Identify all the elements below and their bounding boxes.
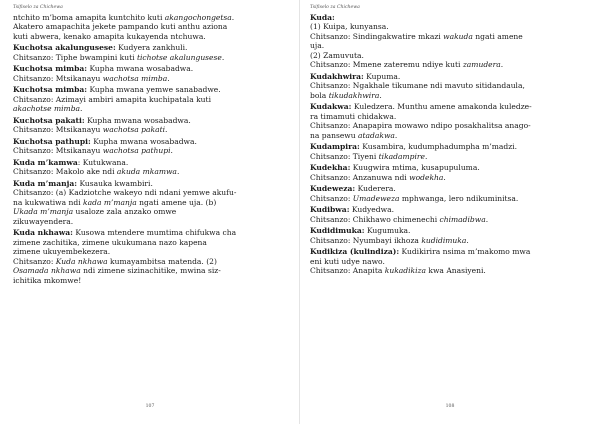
example-term: akangochongetsa [164, 13, 232, 22]
dictionary-entry [310, 142, 592, 161]
headword: Kuda: [310, 13, 335, 22]
example-term: Kuda nkhawa [55, 256, 108, 266]
entry-line [310, 72, 592, 81]
text-run: bola [310, 90, 329, 100]
example-term: Ukada m’manja [13, 207, 74, 217]
text-run: eni kuti udye nawo. [310, 256, 385, 266]
entry-line [13, 228, 293, 237]
text-run: ntchito m’boma amapita kuntchito kuti [13, 13, 165, 22]
example-term: kukadikiza [384, 266, 426, 276]
text-run: Chitsanzo: Makolo ake ndi [13, 167, 117, 177]
text-run: Chitsanzo: Anapapira mowawo ndipo posakhalitsa anago- [310, 121, 531, 131]
dictionary-entry [13, 137, 293, 156]
entry-line [310, 236, 592, 245]
entry-line [310, 60, 592, 69]
text-run: Chitsanzo: Tiyeni [310, 151, 379, 161]
text-run: Chitsanzo: Mtsikanayu [13, 125, 103, 135]
example-term: tichotse akalungusese [136, 52, 222, 62]
example-term: kudidimuka [421, 235, 467, 245]
entry-line [310, 184, 592, 193]
text-run: Kupha mwana wosabadwa. [84, 115, 191, 125]
text-run: Kusambira, kudumphadumpha m’madzi. [359, 142, 517, 152]
text-run: Kusowa mtendere mumtima chifukwa cha [72, 228, 237, 238]
headword: Kudibwa: [310, 205, 350, 215]
entry-line [13, 53, 293, 62]
entry-line [310, 173, 592, 182]
headword: Kudeweza: [310, 184, 356, 194]
entry-line [13, 198, 293, 207]
entry-line [13, 276, 293, 285]
dictionary-entry [310, 205, 592, 224]
entry-line [13, 207, 293, 216]
headword: Kuchotsa mimba: [13, 85, 88, 95]
dictionary-entry [13, 13, 293, 41]
text-run: Kusauka kwambiri. [77, 178, 153, 188]
dictionary-entry [310, 102, 592, 140]
entry-line [310, 142, 592, 151]
text-run: . [379, 90, 382, 100]
entry-line [310, 163, 592, 172]
text-run: . [170, 146, 173, 156]
entry-line [310, 266, 592, 275]
running-head: Tsifiselo za Chichewa [310, 5, 360, 10]
text-run: kwa Anasiyeni. [425, 266, 486, 276]
entry-line [13, 179, 293, 188]
example-term: wachotsa mimba [102, 73, 168, 83]
text-run: Kuugwira mtima, kusapupuluma. [350, 163, 480, 173]
entry-line [13, 158, 293, 167]
entry-line [13, 74, 293, 83]
headword: Kuchotsa mimba: [13, 64, 88, 74]
text-run: . [443, 172, 446, 182]
entry-line [13, 125, 293, 134]
entry-line [310, 102, 592, 111]
right-page [300, 0, 600, 424]
entry-line [13, 167, 293, 176]
page-number: 107 [145, 404, 155, 409]
text-run: ndi zimene sizinachitike, mwina siz- [80, 266, 221, 276]
text-run: . [485, 214, 489, 224]
text-run: Kuledzera. Munthu amene amakonda kuledze- [351, 102, 532, 112]
text-run: ngati amene uja. (b) [136, 197, 217, 207]
entry-line [310, 32, 592, 41]
text-run: Chitsanzo: Mtsikanayu [13, 146, 103, 156]
dictionary-entry [310, 13, 592, 70]
entry-line [13, 116, 293, 125]
example-term: chimadibwa [439, 214, 486, 224]
entry-line [310, 131, 592, 140]
entry-line [310, 81, 592, 90]
text-run: Chitsanzo: Anapita [310, 266, 385, 276]
text-run: . [221, 52, 225, 62]
text-run: Chitsanzo: Tiphe bwampini kuti [13, 52, 137, 62]
text-run: : Kutukwana. [77, 157, 129, 167]
dictionary-entry [310, 163, 592, 182]
text-run: . [167, 73, 170, 83]
entry-line [310, 112, 592, 121]
dictionary-entry [13, 85, 293, 113]
example-term: wachotsa pakati [102, 125, 166, 135]
dictionary-entry [13, 179, 293, 226]
entry-line [310, 91, 592, 100]
text-run: Kudyera zankhuli. [115, 43, 188, 53]
text-run: Kuderera. [355, 184, 396, 194]
entry-line [310, 41, 592, 50]
entry-line [13, 64, 293, 73]
dictionary-entry [310, 226, 592, 245]
entry-line [13, 95, 293, 104]
text-run: (2) Zamuvuta. [310, 50, 364, 60]
text-run: na pansewu [310, 130, 359, 140]
example-term: wakuda [443, 31, 473, 41]
headword: Kuchotsa pakati: [13, 115, 85, 125]
entry-line [310, 121, 592, 130]
text-run: . [165, 125, 168, 135]
text-run: Chitsanzo: [13, 256, 56, 266]
entry-line [13, 137, 293, 146]
text-run: ichitika mkomwe! [13, 275, 82, 285]
example-term: atadakwa [358, 130, 395, 140]
entry-line [13, 146, 293, 155]
entry-line [310, 194, 592, 203]
text-run: . [80, 104, 83, 114]
text-run: Chitsanzo: Ngakhale tikumane ndi mavuto sitidandaula, [310, 81, 525, 91]
headword: Kudikiza (kulindiza): [310, 247, 400, 257]
example-term: wodekha [409, 172, 444, 182]
text-run: Kupha mwana yemwe sanabadwe. [87, 85, 221, 95]
text-run: Akatero amapachita jekete pampando kuti anthu aziona [13, 22, 228, 32]
text-run: Chitsanzo: Mtsikanayu [13, 73, 103, 83]
entry-line [13, 217, 293, 226]
page-body [310, 13, 592, 276]
text-run: usaloze zala anzako omwe [73, 207, 177, 217]
entry-line [13, 188, 293, 197]
example-term: kada m’manja [83, 197, 137, 207]
example-term: wachotsa pathupi [102, 146, 171, 156]
headword: Kudakhwira: [310, 71, 364, 81]
entry-line [13, 247, 293, 256]
headword: Kuchotsa akalungusese: [13, 43, 116, 53]
dictionary-entry [310, 184, 592, 203]
entry-line [310, 226, 592, 235]
text-run: Chitsanzo: (a) Kadziotche wakeyo ndi ndani yemwe akufu- [13, 188, 237, 198]
entry-line [13, 22, 293, 31]
text-run: . [394, 130, 398, 140]
example-term: Umadeweza [352, 193, 400, 203]
entry-line [13, 238, 293, 247]
text-run: zikuwayendera. [13, 216, 74, 226]
dictionary-entry [13, 228, 293, 285]
entry-line [13, 257, 293, 266]
text-run: Kupha mwana wosabadwa. [87, 64, 194, 74]
text-run: Kupuma. [363, 71, 401, 81]
example-term: tikudakhwira [328, 90, 380, 100]
entry-line [13, 13, 293, 22]
text-run: . [176, 167, 180, 177]
text-run: uja. [310, 41, 325, 51]
entry-line [310, 51, 592, 60]
text-run: ngati amene [472, 31, 523, 41]
text-run: Kudyedwa. [349, 205, 394, 215]
entry-line [13, 266, 293, 275]
text-run: . [231, 13, 235, 22]
entry-line [310, 257, 592, 266]
entry-line [310, 247, 592, 256]
text-run: Chitsanzo: Sindingakwatire mkazi [310, 31, 444, 41]
dictionary-entry [13, 64, 293, 83]
entry-line [13, 85, 293, 94]
dictionary-entry [13, 43, 293, 62]
dictionary-entry [13, 116, 293, 135]
text-run: mphwanga, lero ndikuminitsa. [399, 193, 519, 203]
example-term: Osamada nkhawa [13, 266, 81, 276]
dictionary-entry [310, 72, 592, 100]
headword: Kudakwa: [310, 102, 352, 112]
text-run: Chitsanzo: Chikhawo chimenechi [310, 214, 440, 224]
text-run: . [500, 60, 504, 70]
text-run: . [466, 235, 469, 245]
text-run: ra timamuti chidakwa. [310, 111, 397, 121]
entry-line [13, 43, 293, 52]
entry-line [310, 215, 592, 224]
entry-line [310, 205, 592, 214]
text-run: Chitsanzo: [310, 193, 353, 203]
example-term: tikadampire [378, 151, 425, 161]
entry-line [310, 22, 592, 31]
text-run: Chitsanzo: Azimayi ambiri amapita kuchipatala kuti [13, 94, 211, 104]
entry-line [13, 32, 293, 41]
text-run: Kudikirira nsima m’makomo mwa [399, 247, 531, 257]
entry-line [310, 13, 592, 22]
text-run: Kugumuka. [364, 226, 411, 236]
entry-line [310, 152, 592, 161]
example-term: akuda mkamwa [116, 167, 177, 177]
headword: Kuda nkhawa: [13, 228, 73, 238]
page-body [13, 13, 293, 285]
example-term: akachotse mimba [13, 104, 81, 114]
headword: Kudampira: [310, 142, 360, 152]
headword: Kudidimuka: [310, 226, 365, 236]
text-run: kuti abwera, kenako amapita kukayenda ntchuwa. [13, 31, 206, 41]
text-run: na kukwatiwa ndi [13, 197, 84, 207]
entry-line [13, 104, 293, 113]
page-number: 108 [445, 404, 455, 409]
text-run: kumayambitsa matenda. (2) [107, 256, 217, 266]
text-run: (1) Kuipa, kunyansa. [310, 22, 389, 32]
headword: Kuchotsa pathupi: [13, 136, 91, 146]
text-run: Kupha mwana wosabadwa. [90, 136, 197, 146]
text-run: . [424, 151, 428, 161]
text-run: Chitsanzo: Nyumbayi ikhoza [310, 235, 422, 245]
headword: Kudekha: [310, 163, 351, 173]
dictionary-entry [13, 158, 293, 177]
text-run: Chitsanzo: Anzanuwa ndi [310, 172, 410, 182]
headword: Kuda m’manja: [13, 178, 78, 188]
headword: Kuda m’kamwa [13, 157, 78, 167]
text-run: zimene zachitika, zimene ukukumana nazo kapena [13, 237, 207, 247]
text-run: Chitsanzo: Mmene zateremu ndiye kuti [310, 60, 463, 70]
running-head: Tsifiselo za Chichewa [13, 5, 63, 10]
example-term: zamudera [462, 60, 501, 70]
dictionary-entry [310, 247, 592, 275]
text-run: zimene ukuyembekezera. [13, 247, 111, 257]
